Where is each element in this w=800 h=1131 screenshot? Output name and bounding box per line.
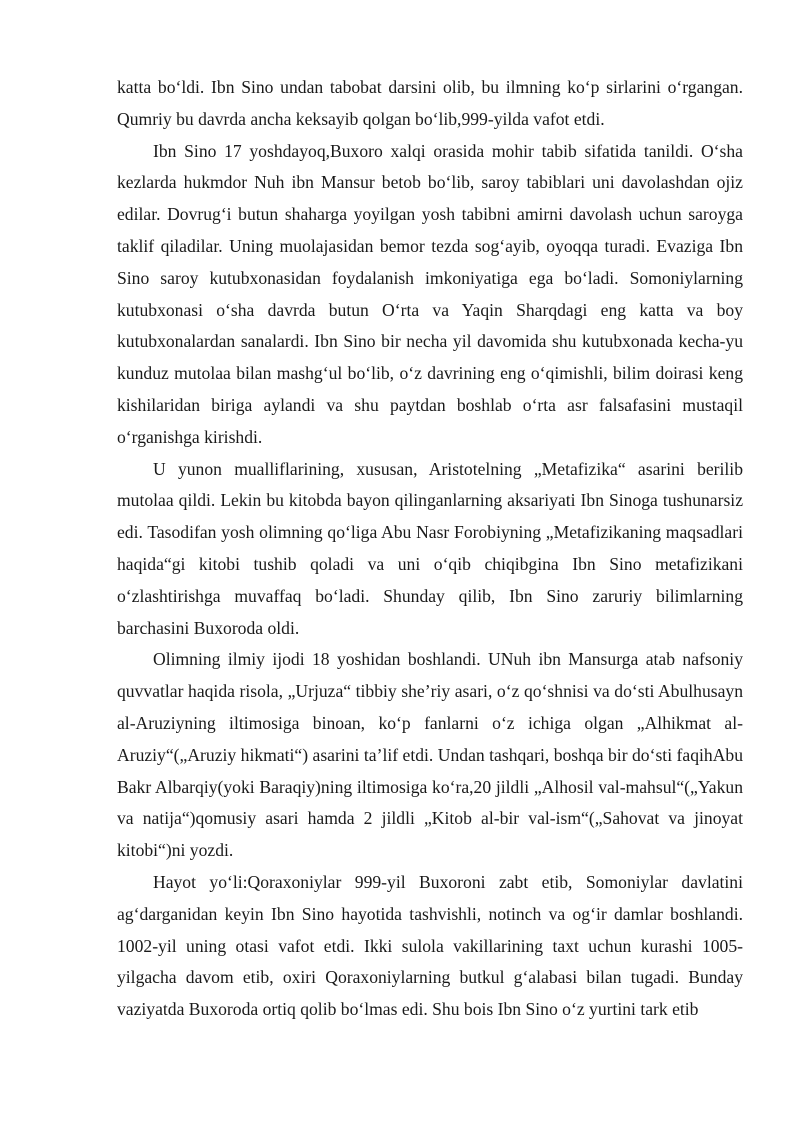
- paragraph: U yunon mualliflarining, xususan, Aristotelning „Metafizika“ asarini berilib mutolaa qildi. Lekin bu kitobda bayon qilinganlarning aksariyati Ibn Sinoga tushunarsiz edi. Tasodifan yosh olimning qo‘liga Abu Nasr Forobiyning „Metafizikaning maqsadlari haqida“gi kitobi tushib qoladi va uni o‘qib chiqibgina Ibn Sino metafizikani o‘zlashtirishga muvaffaq bo‘ladi. Shunday qilib, Ibn Sino zaruriy bilimlarning barchasini Buxoroda oldi.: [117, 458, 743, 638]
- paragraph-continuation: katta bo‘ldi. Ibn Sino undan tabobat darsini olib, bu ilmning ko‘p sirlarini o‘rgangan. Qumriy bu davrda ancha keksayib qolgan bo‘lib,999-yilda vafot etdi.: [117, 77, 743, 129]
- document-body: [117, 72, 743, 1026]
- paragraph: Ibn Sino 17 yoshdayoq,Buxoro xalqi orasida mohir tabib sifatida tanildi. O‘sha kezlarda hukmdor Nuh ibn Mansur betob bo‘lib, saroy tabiblari uni davolashdan ojiz edilar. Dovrug‘i butun shaharga yoyilgan yosh tabibni amirni davolash uchun saroyga taklif qiladilar. Uning muolajasidan bemor tezda sog‘ayib, oyoqqa turadi. Evaziga Ibn Sino saroy kutubxonasidan foydalanish imkoniyatiga ega bo‘ladi. Somoniylarning kutubxonasi o‘sha davrda butun O‘rta va Yaqin Sharqdagi eng katta va boy kutubxonalardan sanalardi. Ibn Sino bir necha yil davomida shu kutubxonada kecha-yu kunduz mutolaa bilan mashg‘ul bo‘lib, o‘z davrining eng o‘qimishli, bilim doirasi keng kishilaridan biriga aylandi va shu paytdan boshlab o‘rta asr falsafasini mustaqil o‘rganishga kirishdi.: [117, 140, 743, 447]
- paragraph: Olimning ilmiy ijodi 18 yoshidan boshlandi. UNuh ibn Mansurga atab nafsoniy quvvatlar haqida risola, „Urjuza“ tibbiy she’riy asari, o‘z qo‘shnisi va do‘sti Abulhusayn al-Aruziyning iltimosiga binoan, ko‘p fanlarni o‘z ichiga olgan „Alhikmat al-Aruziy“(„Aruziy hikmati“) asarini ta’lif etdi. Undan tashqari, boshqa bir do‘sti faqihAbu Bakr Albarqiy(yoki Baraqiy)ning iltimosiga ko‘ra,20 jildli „Alhosil val-mahsul“(„Yakun va natija“)qomusiy asari hamda 2 jildli „Kitob al-bir val-ism“(„Sahovat va jinoyat kitobi“)ni yozdi.: [117, 649, 743, 861]
- paragraph: Hayot yo‘li:Qoraxoniylar 999-yil Buxoroni zabt etib, Somoniylar davlatini ag‘darganidan keyin Ibn Sino hayotida tashvishli, notinch va og‘ir damlar boshlandi. 1002-yil uning otasi vafot etdi. Ikki sulola vakillarining taxt uchun kurashi 1005-yilgacha davom etib, oxiri Qoraxoniylarning butkul g‘alabasi bilan tugadi. Bunday vaziyatda Buxoroda ortiq qolib bo‘lmas edi. Shu bois Ibn Sino o‘z yurtini tark etib: [117, 871, 743, 1020]
